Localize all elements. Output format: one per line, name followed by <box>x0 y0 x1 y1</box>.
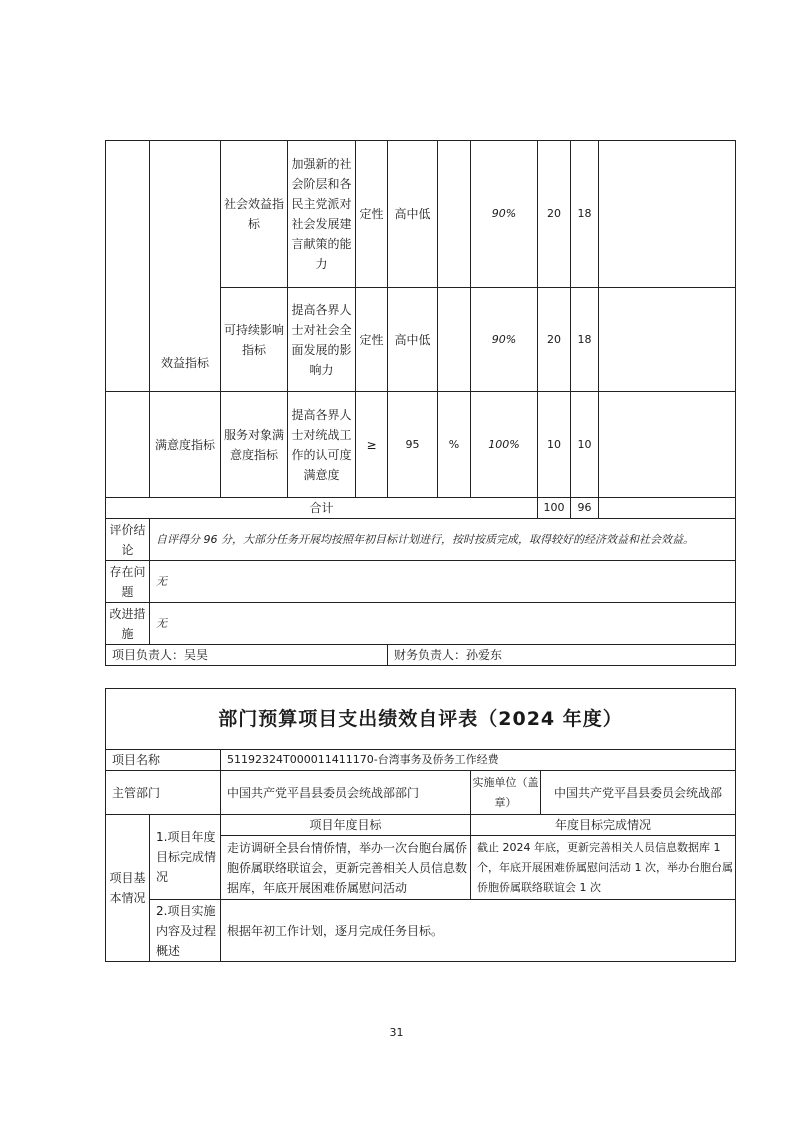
page-number: 31 <box>389 1026 404 1039</box>
finance-lead: 财务负责人：孙爱东 <box>388 645 736 666</box>
total-score: 96 <box>571 498 599 519</box>
unit-cell <box>438 141 471 288</box>
impl-unit-label: 实施单位（盖章） <box>471 771 541 815</box>
nature-cell: ≥ <box>356 392 388 498</box>
impl-label: 2.项目实施内容及过程概述 <box>150 900 221 962</box>
evaluation-label: 评价结论 <box>106 519 150 561</box>
evaluation-row <box>106 519 736 561</box>
dept-value: 中国共产党平昌县委员会统战部部门 <box>221 771 471 815</box>
weight-cell: 20 <box>538 288 571 392</box>
signature-row <box>106 645 736 666</box>
impl-text: 根据年初工作计划，逐月完成任务目标。 <box>221 900 736 962</box>
unit-cell: % <box>438 392 471 498</box>
target-cell: 高中低 <box>388 288 438 392</box>
evaluation-text: 自评得分 96 分，大部分任务开展均按照年初目标计划进行，按时按质完成，取得较好的经济效益和社会效益。 <box>150 519 736 561</box>
improvements-row <box>106 603 736 645</box>
project-name-row <box>106 750 736 771</box>
impl-unit-value: 中国共产党平昌县委员会统战部 <box>541 771 736 815</box>
total-label: 合计 <box>106 498 538 519</box>
remark-cell <box>599 141 736 288</box>
unit-cell <box>438 288 471 392</box>
target-cell: 95 <box>388 392 438 498</box>
level2-cell: 服务对象满意度指标 <box>221 392 288 498</box>
table-row <box>106 392 736 498</box>
score-cell: 18 <box>571 141 599 288</box>
level3-cell: 提高各界人士对统战工作的认可度满意度 <box>288 392 356 498</box>
annual-goal-header: 项目年度目标 <box>221 815 471 836</box>
project-name-label: 项目名称 <box>106 750 221 771</box>
problems-text: 无 <box>150 561 736 603</box>
nature-cell: 定性 <box>356 141 388 288</box>
completion-header: 年度目标完成情况 <box>471 815 736 836</box>
level1-cell: 满意度指标 <box>150 392 221 498</box>
impl-row <box>106 900 736 962</box>
performance-indicator-table <box>105 140 736 666</box>
improvements-text: 无 <box>150 603 736 645</box>
actual-cell: 100% <box>471 392 538 498</box>
level3-cell: 提高各界人士对社会全面发展的影响力 <box>288 288 356 392</box>
total-remark <box>599 498 736 519</box>
problems-label: 存在问题 <box>106 561 150 603</box>
target-cell: 高中低 <box>388 141 438 288</box>
completion-text: 截止 2024 年底，更新完善相关人员信息数据库 1 个，年底开展困难侨属慰问活动 1 次，举办台胞台属侨胞侨属联络联谊会 1 次 <box>471 836 736 900</box>
nature-cell: 定性 <box>356 288 388 392</box>
score-cell: 10 <box>571 392 599 498</box>
level2-cell: 社会效益指标 <box>221 141 288 288</box>
project-lead: 项目负责人：吴昊 <box>106 645 388 666</box>
actual-cell: 90% <box>471 288 538 392</box>
remark-cell <box>599 392 736 498</box>
basic-info-label: 项目基本情况 <box>106 815 150 962</box>
title-row <box>106 689 736 750</box>
level0-cell <box>106 141 150 392</box>
problems-row <box>106 561 736 603</box>
page-title: 部门预算项目支出绩效自评表（2024 年度） <box>106 689 736 750</box>
score-cell: 18 <box>571 288 599 392</box>
level1-cell: 效益指标 <box>150 141 221 392</box>
goal-header-row <box>106 815 736 836</box>
actual-cell: 90% <box>471 141 538 288</box>
level3-cell: 加强新的社会阶层和各民主党派对社会发展建言献策的能力 <box>288 141 356 288</box>
level0-cell <box>106 392 150 498</box>
remark-cell <box>599 288 736 392</box>
weight-cell: 20 <box>538 141 571 288</box>
total-weight: 100 <box>538 498 571 519</box>
self-evaluation-table <box>105 688 736 962</box>
total-row <box>106 498 736 519</box>
department-row <box>106 771 736 815</box>
weight-cell: 10 <box>538 392 571 498</box>
project-name-value: 51192324T000011411170-台湾事务及侨务工作经费 <box>221 750 736 771</box>
table-row <box>106 141 736 288</box>
improvements-label: 改进措施 <box>106 603 150 645</box>
goal-label: 1.项目年度目标完成情况 <box>150 815 221 900</box>
dept-label: 主管部门 <box>106 771 221 815</box>
annual-goal-text: 走访调研全县台情侨情，举办一次台胞台属侨胞侨属联络联谊会，更新完善相关人员信息数据库，年底开展困难侨属慰问活动 <box>221 836 471 900</box>
level2-cell: 可持续影响指标 <box>221 288 288 392</box>
